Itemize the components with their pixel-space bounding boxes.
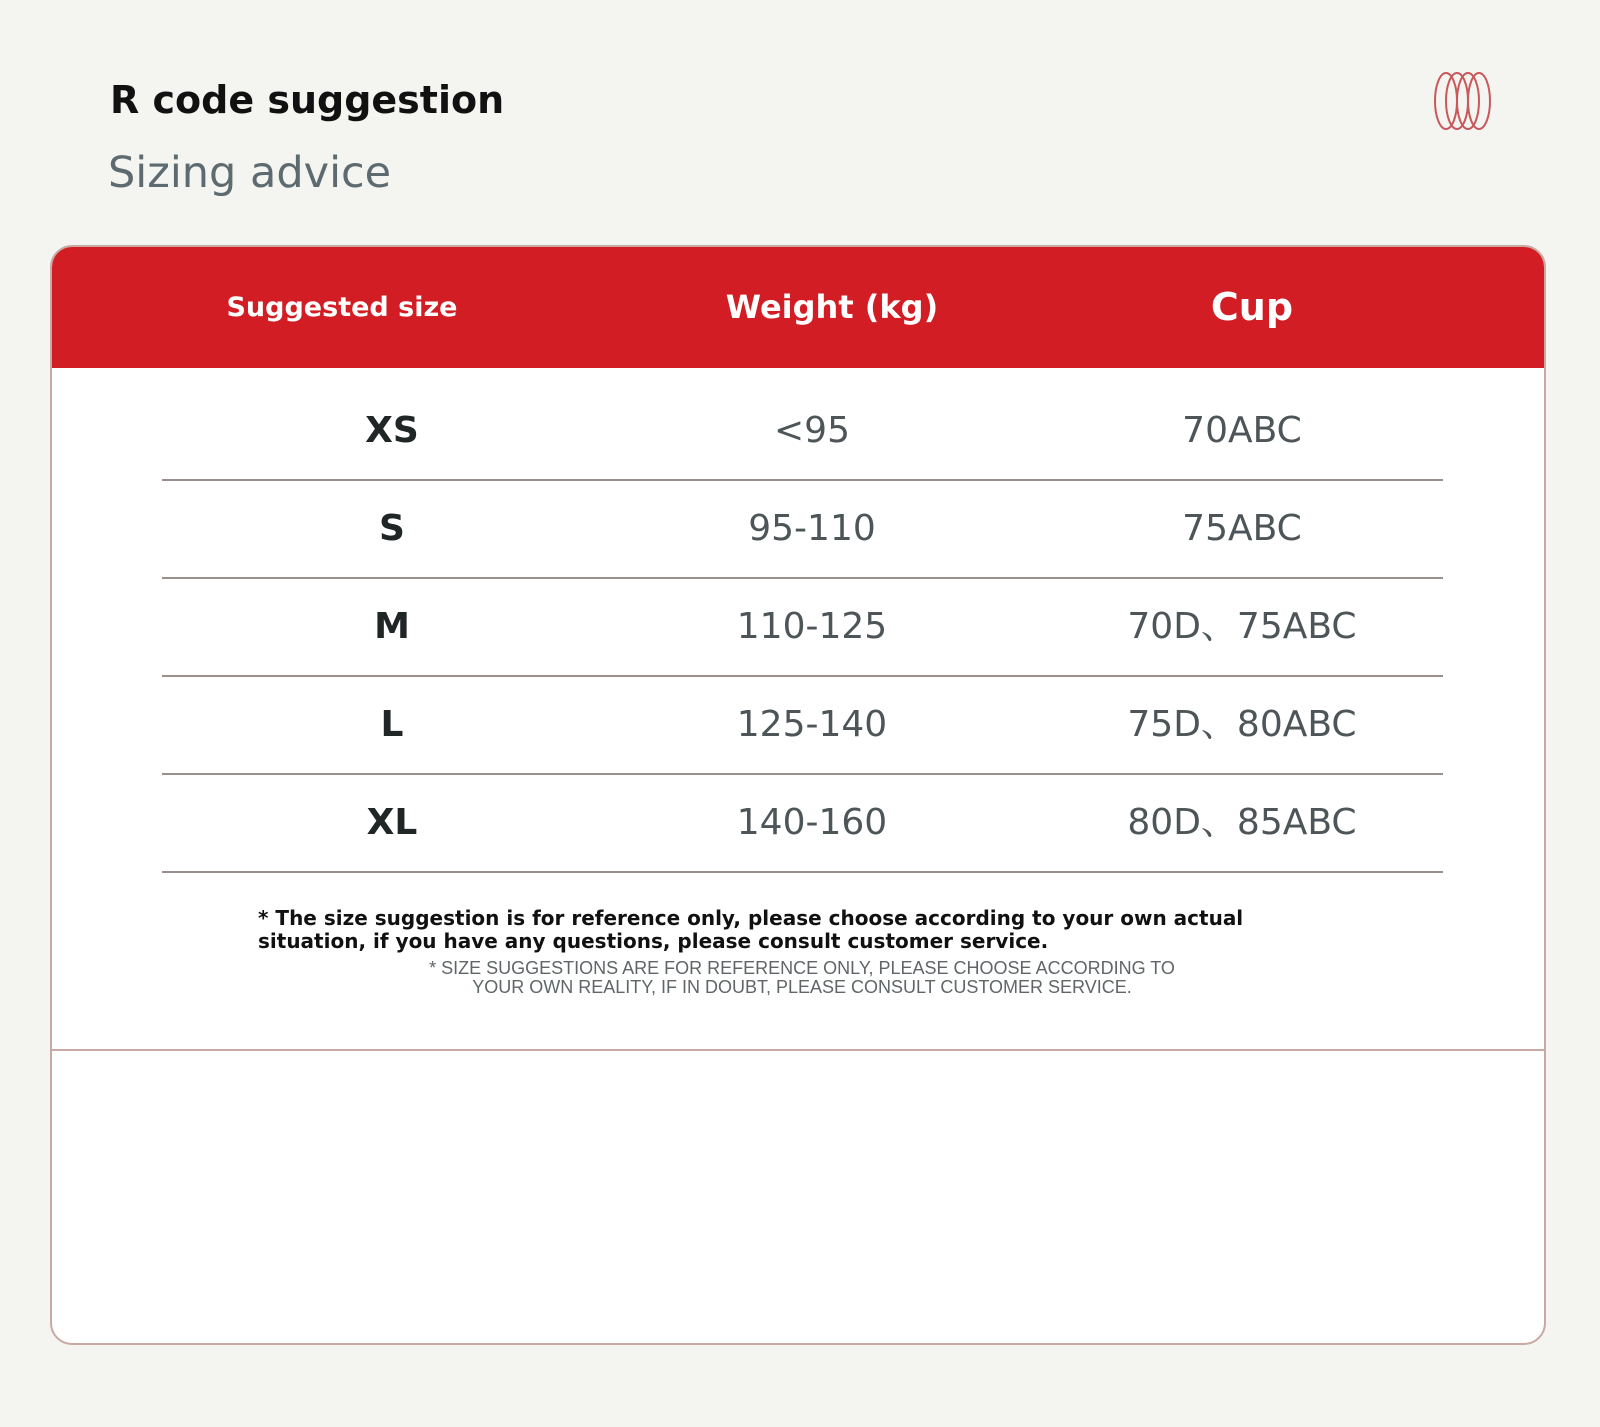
size-cell: S xyxy=(379,508,405,549)
table-header xyxy=(52,247,1544,368)
weight-cell: 125-140 xyxy=(736,704,888,745)
table-row xyxy=(162,579,1443,677)
table-body xyxy=(162,383,1443,873)
table-row xyxy=(162,383,1443,481)
weight-cell: <95 xyxy=(774,410,850,451)
disclaimer-caps-line: * SIZE SUGGESTIONS ARE FOR REFERENCE ONLY, PLEASE CHOOSE ACCORDING TO xyxy=(429,958,1175,978)
cup-cell: 75D、80ABC xyxy=(1127,704,1357,745)
card-divider xyxy=(52,1049,1544,1051)
size-cell: M xyxy=(374,606,410,647)
table-row xyxy=(162,775,1443,873)
weight-cell: 140-160 xyxy=(736,802,888,843)
size-disclaimer: * The size suggestion is for reference only, please choose according to your own actual situation, if you have any questions, please consult customer service. xyxy=(258,906,1244,953)
size-cell: XS xyxy=(365,410,419,451)
cup-cell: 80D、85ABC xyxy=(1127,802,1357,843)
column-header-weight: Weight (kg) xyxy=(725,288,939,326)
column-header-cup: Cup xyxy=(1210,285,1294,329)
cup-cell: 70ABC xyxy=(1182,410,1302,451)
size-disclaimer-caps xyxy=(352,959,1252,997)
table-row xyxy=(162,481,1443,579)
size-cell: L xyxy=(380,704,404,745)
size-table-card xyxy=(50,245,1546,1345)
weight-cell: 110-125 xyxy=(736,606,888,647)
column-header-size: Suggested size xyxy=(226,292,458,323)
weight-cell: 95-110 xyxy=(748,508,876,549)
page-title: R code suggestion xyxy=(110,78,505,122)
cup-cell: 70D、75ABC xyxy=(1127,606,1357,647)
disclaimer-caps-line: YOUR OWN REALITY, IF IN DOUBT, PLEASE CONSULT CUSTOMER SERVICE. xyxy=(472,977,1132,997)
size-cell: XL xyxy=(366,802,418,843)
page-subtitle: Sizing advice xyxy=(108,148,392,198)
rings-logo-icon xyxy=(1432,70,1496,132)
cup-cell: 75ABC xyxy=(1182,508,1302,549)
table-row xyxy=(162,677,1443,775)
